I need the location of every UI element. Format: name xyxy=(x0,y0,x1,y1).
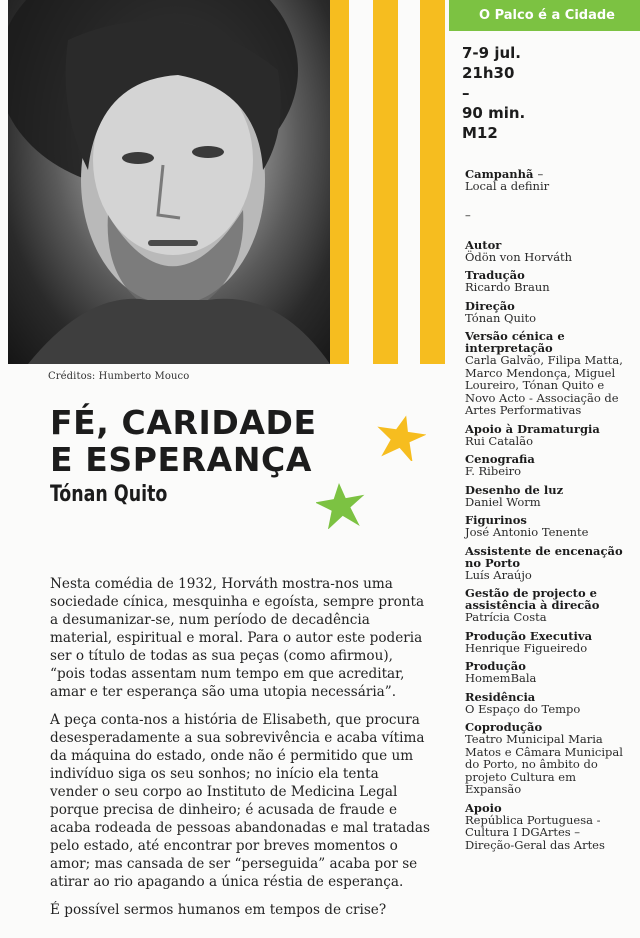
credit-item xyxy=(465,721,630,796)
credit-value: Luís Araújo xyxy=(465,567,532,582)
credit-value: Ricardo Braun xyxy=(465,280,550,294)
credit-item xyxy=(465,423,630,448)
show-dates: 7-9 jul. xyxy=(462,44,521,62)
yellow-star-icon xyxy=(376,415,426,461)
schedule-separator: – xyxy=(462,84,470,102)
credit-value: O Espaço do Tempo xyxy=(465,701,581,716)
stripe xyxy=(420,0,445,364)
show-title xyxy=(50,404,340,478)
credit-item xyxy=(465,514,630,539)
decorative-stripes xyxy=(330,0,445,364)
credit-role: Versão cénica e interpretação xyxy=(465,329,565,355)
credit-value: Carla Galvão, Filipa Matta, Marco Mendonça, Miguel Loureiro, Tónan Quito e Novo Acto - Associação de Artes Performativas xyxy=(465,353,623,417)
director-name: Tónan Quito xyxy=(50,482,168,507)
credit-value: Teatro Municipal Maria Matos e Câmara Municipal do Porto, no âmbito do projeto Cultura em Expansão xyxy=(465,732,623,796)
credit-item xyxy=(465,269,630,294)
portrait-image xyxy=(8,0,330,364)
credit-value: Rui Catalão xyxy=(465,433,533,448)
photo-credit: Créditos: Humberto Mouco xyxy=(48,371,190,382)
credit-value: F. Ribeiro xyxy=(465,464,522,478)
description-paragraph: É possível sermos humanos em tempos de crise? xyxy=(50,902,387,918)
credit-role: Residência xyxy=(465,689,536,704)
credit-role: Apoio xyxy=(465,800,502,815)
credit-value: HomemBala xyxy=(465,671,537,685)
credit-item xyxy=(465,802,630,852)
credit-role: Tradução xyxy=(465,268,525,282)
credit-role: Direção xyxy=(465,298,515,313)
schedule xyxy=(462,43,525,143)
portrait-photo xyxy=(8,0,330,364)
credit-item xyxy=(465,691,630,716)
credit-value: Patrícia Costa xyxy=(465,610,547,624)
credits-list xyxy=(465,168,630,857)
show-time: 21h30 xyxy=(462,64,515,82)
credit-role: Apoio à Dramaturgia xyxy=(465,421,600,436)
credit-value: Daniel Worm xyxy=(465,494,541,509)
title-line-2: E ESPERANÇA xyxy=(50,440,312,479)
credit-value: República Portuguesa - Cultura I DGArtes – Direção-Geral das Artes xyxy=(465,812,605,852)
credit-role: Produção xyxy=(465,659,526,673)
credit-role: Coprodução xyxy=(465,720,543,734)
credit-item xyxy=(465,545,630,582)
venue-label: Campanhã xyxy=(465,167,534,181)
credit-role: Assistente de encenação no Porto xyxy=(465,543,623,570)
venue xyxy=(465,168,630,193)
credit-item xyxy=(465,484,630,509)
green-star-icon xyxy=(316,483,366,529)
stripe xyxy=(373,0,398,364)
credit-role: Cenografia xyxy=(465,452,535,466)
description xyxy=(50,575,430,929)
credit-item xyxy=(465,587,630,624)
credit-item xyxy=(465,330,630,417)
venue-dash: – xyxy=(537,167,544,181)
credit-item xyxy=(465,453,630,478)
description-paragraph: A peça conta-nos a história de Elisabeth, que procura desesperadamente a sua sobrevivência e acaba vítima da máquina do estado, onde não é permitido que um indivíduo siga os seu sonhos; no início ela tenta vender o seu corpo ao Instituto de Medicina Legal porque precisa de dinheiro; é acusada de fraude e acaba rodeada de pessoas abandonadas e mal tratadas pelo estado, até encontrar por breves momentos o amor; mas cansada de ser “perseguida” acaba por se atirar ao rio apagando a única réstia de esperança. xyxy=(50,712,430,890)
credit-value: Tónan Quito xyxy=(465,310,537,325)
description-paragraph: Nesta comédia de 1932, Horváth mostra-nos uma sociedade cínica, mesquinha e egoísta, sempre pronta a desumanizar-se, num período de decadência material, espiritual e moral. Para o autor este poderia ser o título de todas as sua peças (como afirmou), “pois todas assentam num tempo em que acreditar, amar e ter esperança são uma utopia necessária”. xyxy=(50,576,425,700)
credit-item xyxy=(465,660,630,685)
credit-value: Ödön von Horváth xyxy=(465,249,573,264)
credit-item xyxy=(465,300,630,325)
credit-role: Produção Executiva xyxy=(465,628,593,643)
credit-role: Gestão de projecto e assistência à direcão xyxy=(465,586,600,612)
credit-value: José Antonio Tenente xyxy=(465,525,589,539)
festival-banner: O Palco é a Cidade xyxy=(449,0,640,31)
credit-value: Henrique Figueiredo xyxy=(465,640,588,655)
section-separator: – xyxy=(465,207,471,222)
show-duration: 90 min. xyxy=(462,104,526,122)
info-sidebar xyxy=(445,0,640,938)
title-line-1: FÉ, CARIDADE xyxy=(50,403,317,442)
credit-role: Autor xyxy=(465,237,502,252)
age-rating: M12 xyxy=(462,124,498,142)
credit-role: Desenho de luz xyxy=(465,482,564,497)
stripe xyxy=(330,0,349,364)
credit-item xyxy=(465,239,630,264)
credit-role: Figurinos xyxy=(465,513,527,527)
credit-item xyxy=(465,630,630,655)
credit-entries xyxy=(465,239,630,852)
venue-value: Local a definir xyxy=(465,179,550,193)
